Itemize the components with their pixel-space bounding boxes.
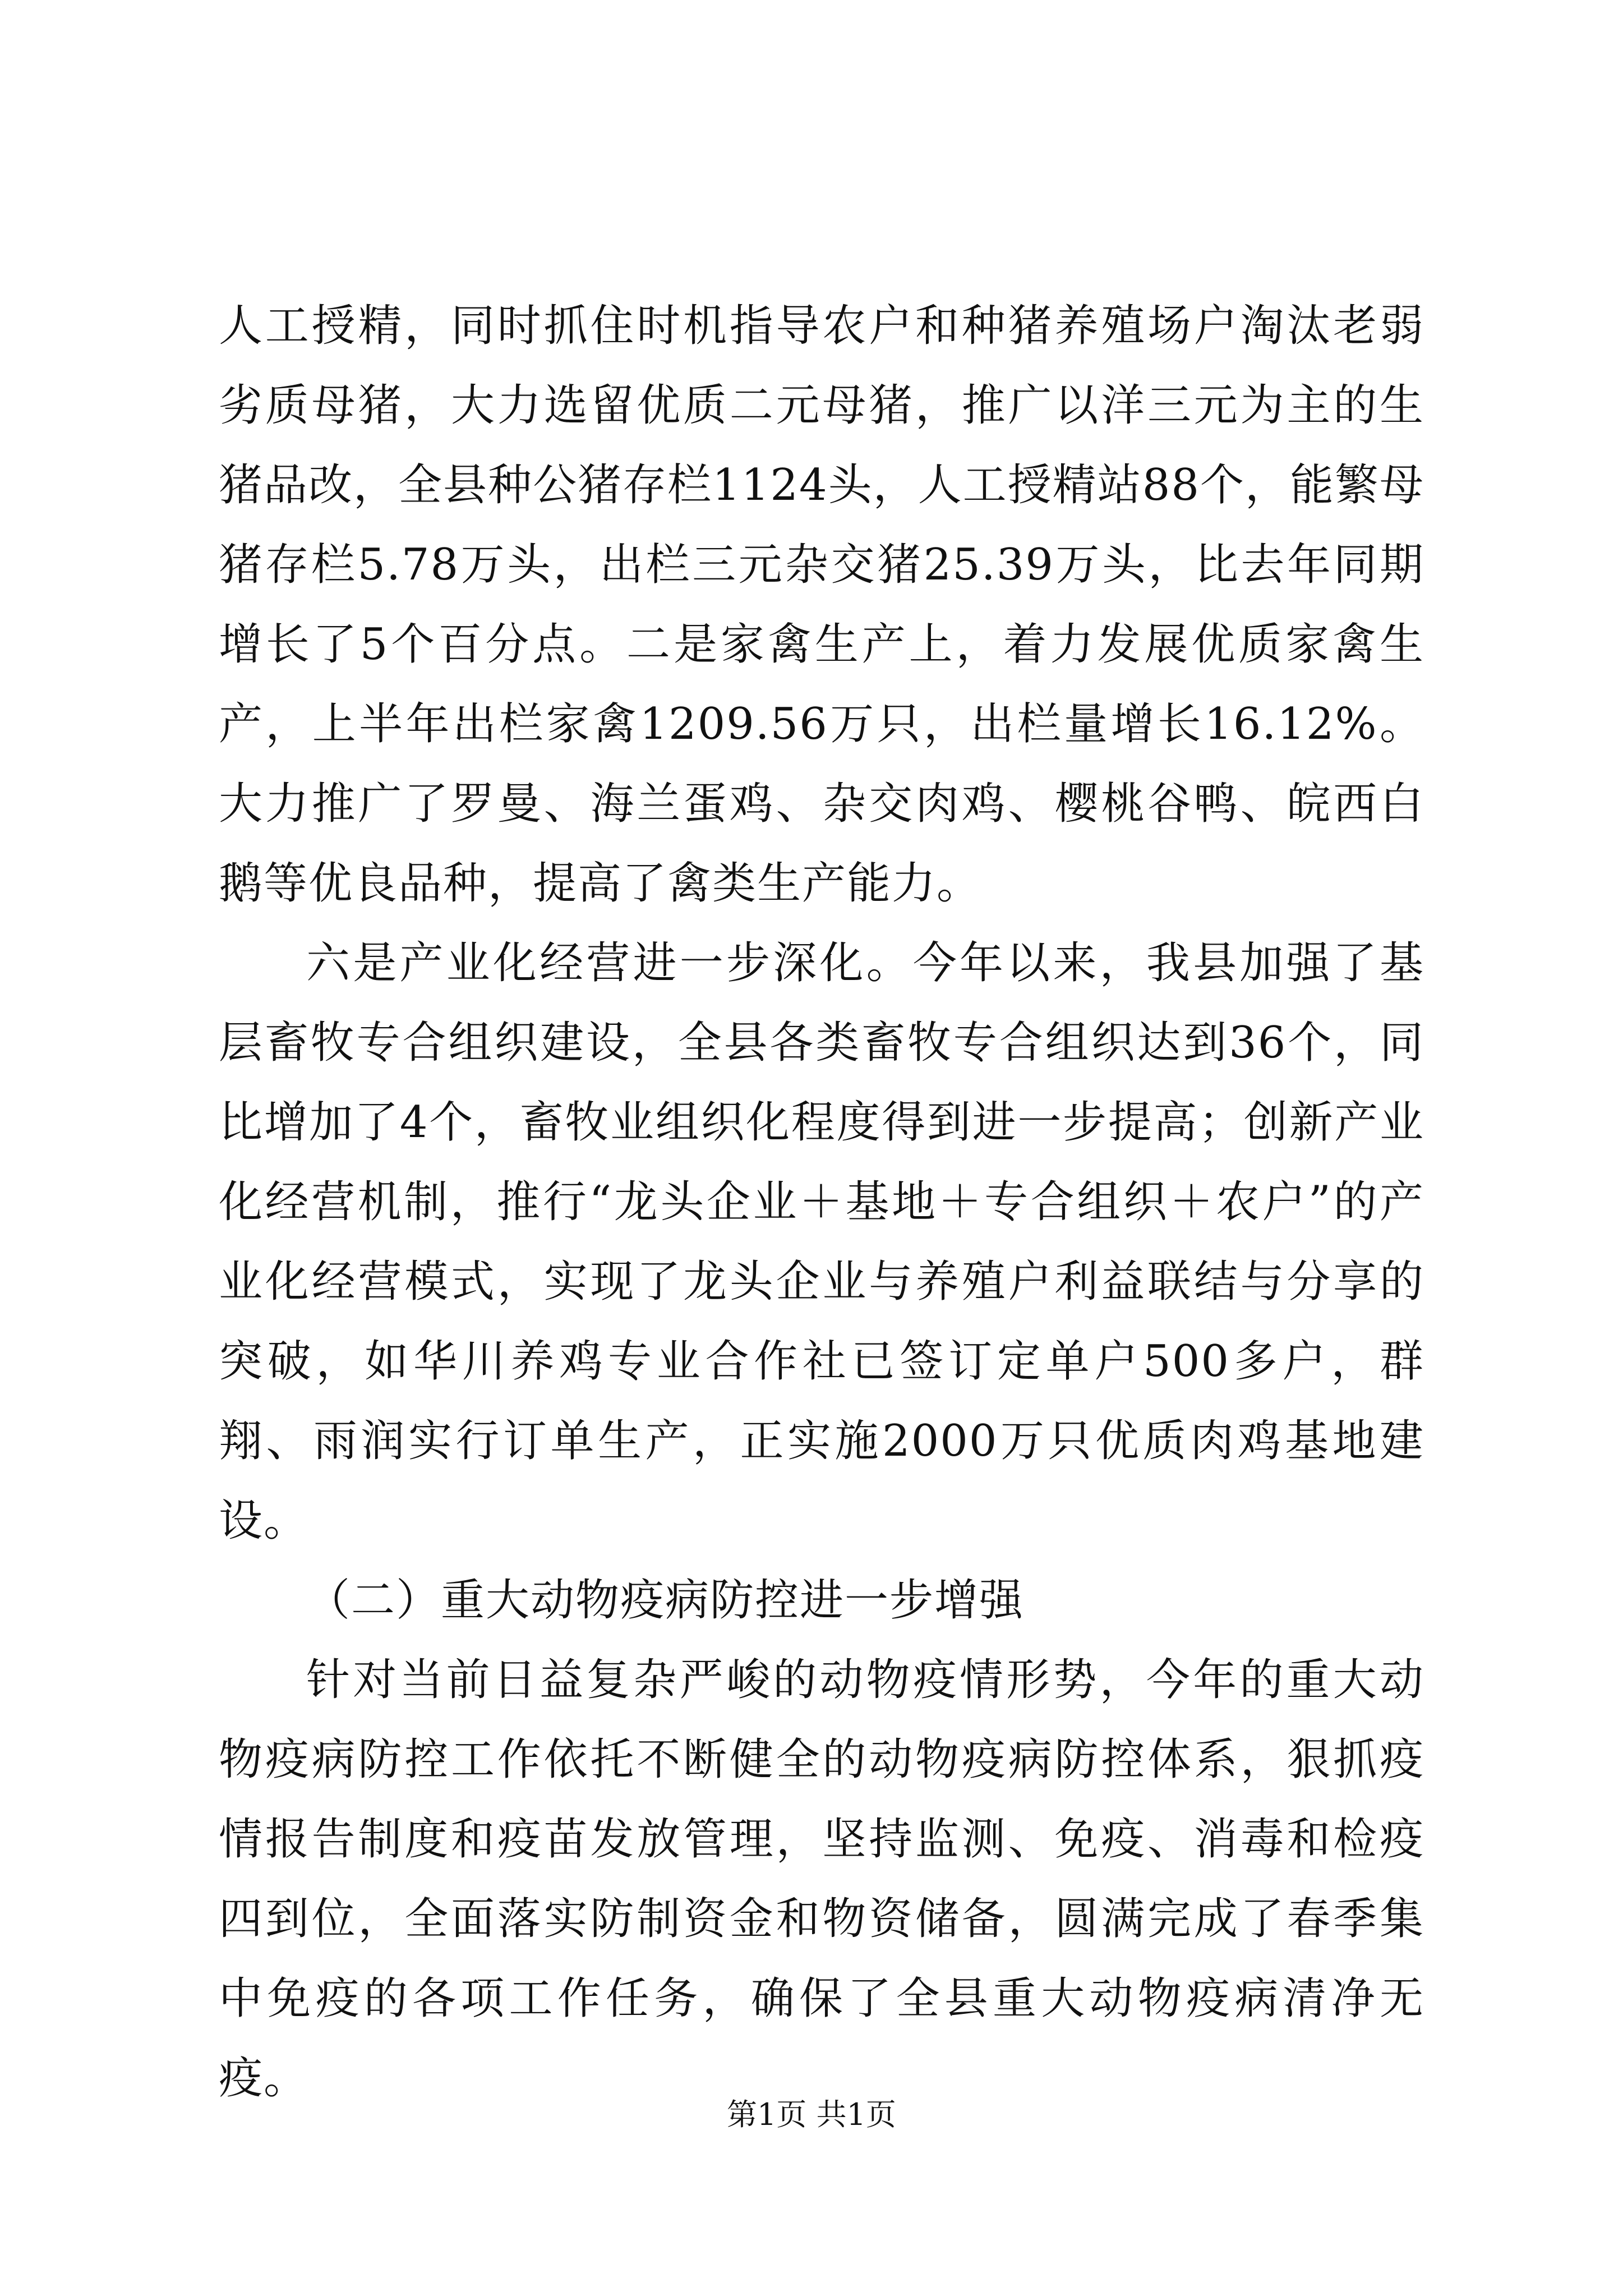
- page-footer: 第1页 共1页: [727, 2097, 896, 2132]
- paragraph-disease-control: 针对当前日益复杂严峻的动物疫情形势，今年的重大动物疫病防控工作依托不断健全的动物疫病防控体系，狠抓疫情报告制度和疫苗发放管理，坚持监测、免疫、消毒和检疫四到位，全面落实防制资金和物资储备，圆满完成了春季集中免疫的各项工作任务，确保了全县重大动物疫病清净无疫。: [219, 1655, 1424, 2104]
- document-body: [219, 286, 1424, 2118]
- paragraph-continuation: 人工授精，同时抓住时机指导农户和种猪养殖场户淘汰老弱劣质母猪，大力选留优质二元母猪，推广以洋三元为主的生猪品改，全县种公猪存栏1124头，人工授精站88个，能繁母猪存栏5.78万头，出栏三元杂交猪25.39万头，比去年同期增长了5个百分点。二是家禽生产上，着力发展优质家禽生产，上半年出栏家禽1209.56万只，出栏量增长16.12%。大力推广了罗曼、海兰蛋鸡、杂交肉鸡、樱桃谷鸭、皖西白鹅等优良品种，提高了禽类生产能力。: [219, 301, 1424, 909]
- section-heading: （二）重大动物疫病防控进一步增强: [306, 1575, 1025, 1626]
- paragraph-industrialization: 六是产业化经营进一步深化。今年以来，我县加强了基层畜牧专合组织建设，全县各类畜牧专合组织达到36个，同比增加了4个，畜牧业组织化程度得到进一步提高；创新产业化经营机制，推行“龙头企业＋基地＋专合组织＋农户”的产业化经营模式，实现了龙头企业与养殖户利益联结与分享的突破，如华川养鸡专业合作社已签订定单户500多户，群翔、雨润实行订单生产，正实施2000万只优质肉鸡基地建设。: [219, 938, 1424, 1546]
